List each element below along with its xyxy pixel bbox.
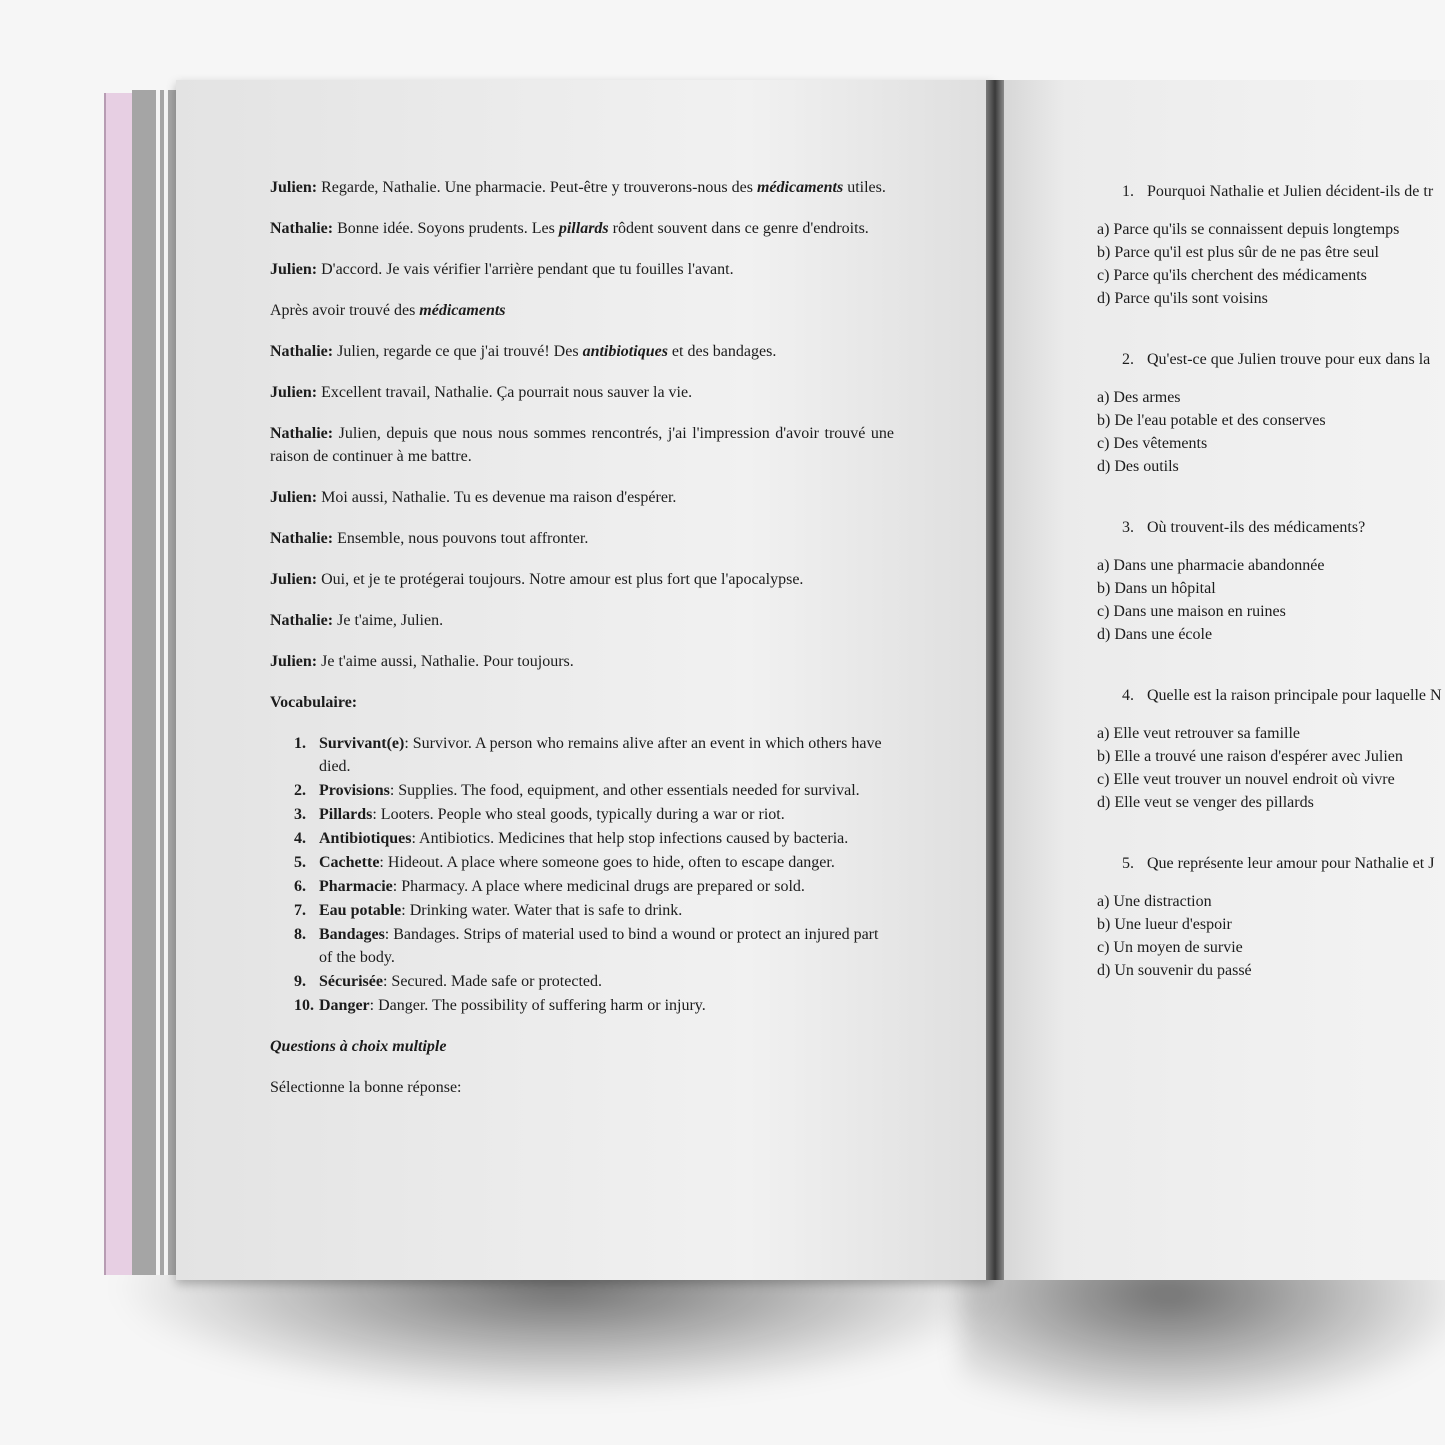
speaker-name: Julien: [270, 489, 318, 506]
answer-option: b) Une lueur d'espoir [1097, 916, 1232, 933]
line-text: Après avoir trouvé des [270, 302, 420, 319]
dialogue-line [270, 650, 894, 673]
question-text [1122, 516, 1445, 539]
answer-option: a) Dans une pharmacie abandonnée [1097, 557, 1325, 574]
line-text: Regarde, Nathalie. Une pharmacie. Peut-être y trouverons-nous des [321, 179, 757, 196]
question-label: Où trouvent-ils des médicaments? [1147, 519, 1366, 536]
book-gutter [986, 80, 1004, 1280]
vocab-item [270, 994, 894, 1017]
answer-option: a) Parce qu'ils se connaissent depuis longtemps [1097, 221, 1400, 238]
line-text: Je t'aime, Julien. [337, 612, 444, 629]
vocab-definition: : Antibiotics. Medicines that help stop infections caused by bacteria. [411, 830, 849, 847]
question-label: Pourquoi Nathalie et Julien décident-ils de tr [1147, 183, 1434, 200]
answer-option: a) Elle veut retrouver sa famille [1097, 725, 1301, 742]
speaker-name: Julien: [270, 384, 318, 401]
vocab-term: Antibiotiques [319, 830, 412, 847]
answer-option: c) Elle veut trouver un nouvel endroit où vivre [1097, 771, 1395, 788]
question-number: 4. [1122, 687, 1134, 704]
line-text: D'accord. Je vais vérifier l'arrière pendant que tu fouilles l'avant. [321, 261, 734, 278]
vocab-definition: : Pharmacy. A place where medicinal drugs are prepared or sold. [392, 878, 805, 895]
answer-option: d) Des outils [1097, 458, 1179, 475]
dialogue-line [270, 217, 894, 240]
vocab-term: Eau potable [319, 902, 402, 919]
answer-options [1097, 554, 1445, 646]
emphasized-word: pillards [558, 220, 609, 237]
answer-option: c) Un moyen de survie [1097, 939, 1243, 956]
answer-option: c) Parce qu'ils cherchent des médicaments [1097, 267, 1367, 284]
vocab-definition: : Secured. Made safe or protected. [382, 973, 602, 990]
line-text: Excellent travail, Nathalie. Ça pourrait nous sauver la vie. [321, 384, 693, 401]
line-text: rôdent souvent dans ce genre d'endroits. [608, 220, 869, 237]
speaker-name: Julien: [270, 653, 318, 670]
dialogue-line [270, 340, 894, 363]
vocab-definition: : Danger. The possibility of suffering harm or injury. [369, 997, 706, 1014]
line-text: et des bandages. [667, 343, 777, 360]
vocab-term: Danger [319, 997, 370, 1014]
line-text: Moi aussi, Nathalie. Tu es devenue ma raison d'espérer. [321, 489, 677, 506]
vocab-item [270, 899, 894, 922]
vocab-number: 8. [294, 926, 306, 943]
answer-option: c) Des vêtements [1097, 435, 1208, 452]
vocab-number: 3. [294, 806, 306, 823]
vocab-definition: : Survivor. A person who remains alive after an event in which others have died. [319, 735, 882, 775]
vocab-number: 2. [294, 782, 306, 799]
speaker-name: Julien: [270, 571, 318, 588]
speaker-name: Nathalie: [270, 530, 334, 547]
answer-option: b) Parce qu'il est plus sûr de ne pas être seul [1097, 244, 1379, 261]
dialogue [270, 176, 894, 673]
vocab-definition: : Bandages. Strips of material used to bind a wound or protect an injured part of the body. [319, 926, 879, 966]
answer-option: a) Une distraction [1097, 893, 1212, 910]
dialogue-line [270, 176, 894, 199]
answer-option: d) Parce qu'ils sont voisins [1097, 290, 1268, 307]
emphasized-word: antibiotiques [582, 343, 668, 360]
vocab-number: 5. [294, 854, 306, 871]
answer-option: b) Elle a trouvé une raison d'espérer avec Julien [1097, 748, 1403, 765]
vocab-item [270, 803, 894, 826]
dialogue-line [270, 609, 894, 632]
question-label: Que représente leur amour pour Nathalie et J [1147, 855, 1435, 872]
right-page-questions [1097, 180, 1445, 1020]
speaker-name: Nathalie: [270, 343, 334, 360]
vocab-item [270, 970, 894, 993]
speaker-name: Nathalie: [270, 612, 334, 629]
question-text [1122, 684, 1445, 707]
vocab-definition: : Supplies. The food, equipment, and other essentials needed for survival. [389, 782, 860, 799]
dialogue-line [270, 422, 894, 468]
emphasized-word: médicaments [756, 179, 844, 196]
dialogue-line [270, 299, 894, 322]
vocab-item [270, 779, 894, 802]
vocab-definition: : Hideout. A place where someone goes to hide, often to escape danger. [379, 854, 835, 871]
line-text: Oui, et je te protégerai toujours. Notre amour est plus fort que l'apocalypse. [321, 571, 804, 588]
speaker-name: Nathalie: [270, 220, 334, 237]
answer-option: d) Dans une école [1097, 626, 1213, 643]
vocab-item [270, 732, 894, 778]
answer-option: b) De l'eau potable et des conserves [1097, 412, 1326, 429]
answer-option: c) Dans une maison en ruines [1097, 603, 1286, 620]
question-number: 3. [1122, 519, 1134, 536]
answer-options [1097, 386, 1445, 478]
vocab-term: Pharmacie [319, 878, 393, 895]
question-number: 5. [1122, 855, 1134, 872]
questions-title: Questions à choix multiple [270, 1038, 447, 1055]
vocab-item [270, 827, 894, 850]
question-number: 1. [1122, 183, 1134, 200]
vocab-item [270, 923, 894, 969]
speaker-name: Julien: [270, 261, 318, 278]
vocab-term: Pillards [319, 806, 373, 823]
dialogue-line [270, 568, 894, 591]
answer-option: b) Dans un hôpital [1097, 580, 1216, 597]
vocab-number: 10. [294, 997, 314, 1014]
vocab-item [270, 851, 894, 874]
vocab-number: 7. [294, 902, 306, 919]
answer-options [1097, 218, 1445, 310]
vocab-number: 1. [294, 735, 306, 752]
answer-option: a) Des armes [1097, 389, 1181, 406]
line-text: Bonne idée. Soyons prudents. Les [337, 220, 559, 237]
vocab-list [270, 732, 894, 1017]
left-page-content [270, 176, 894, 1117]
page-stack-edge [132, 90, 178, 1275]
question-text [1122, 348, 1445, 371]
vocab-term: Provisions [319, 782, 390, 799]
line-text: Julien, regarde ce que j'ai trouvé! Des [337, 343, 583, 360]
dialogue-line [270, 258, 894, 281]
dialogue-line [270, 381, 894, 404]
dialogue-line [270, 486, 894, 509]
vocab-term: Survivant(e) [319, 735, 405, 752]
answer-option: d) Un souvenir du passé [1097, 962, 1252, 979]
vocab-number: 6. [294, 878, 306, 895]
vocab-number: 4. [294, 830, 306, 847]
dialogue-line [270, 527, 894, 550]
vocab-term: Bandages [319, 926, 385, 943]
vocab-definition: : Looters. People who steal goods, typically during a war or riot. [372, 806, 785, 823]
speaker-name: Nathalie: [270, 425, 334, 442]
question-number: 2. [1122, 351, 1134, 368]
instruction: Sélectionne la bonne réponse: [270, 1079, 462, 1096]
emphasized-word: médicaments [419, 302, 506, 319]
vocab-number: 9. [294, 973, 306, 990]
answer-options [1097, 890, 1445, 982]
question-label: Quelle est la raison principale pour laquelle N [1147, 687, 1442, 704]
book-cover-edge [104, 93, 134, 1275]
question-text [1122, 180, 1445, 203]
question-text [1122, 852, 1445, 875]
line-text: Ensemble, nous pouvons tout affronter. [337, 530, 589, 547]
vocab-term: Cachette [319, 854, 380, 871]
question-label: Qu'est-ce que Julien trouve pour eux dans la [1147, 351, 1431, 368]
answer-options [1097, 722, 1445, 814]
answer-option: d) Elle veut se venger des pillards [1097, 794, 1314, 811]
speaker-name: Julien: [270, 179, 318, 196]
vocab-title: Vocabulaire: [270, 694, 358, 711]
vocab-definition: : Drinking water. Water that is safe to drink. [401, 902, 683, 919]
line-text: Je t'aime aussi, Nathalie. Pour toujours. [321, 653, 574, 670]
vocab-item [270, 875, 894, 898]
vocab-term: Sécurisée [319, 973, 383, 990]
line-text: Julien, depuis que nous nous sommes rencontrés, j'ai l'impression d'avoir trouvé une raison de continuer à me battre. [270, 425, 895, 465]
line-text: utiles. [843, 179, 886, 196]
